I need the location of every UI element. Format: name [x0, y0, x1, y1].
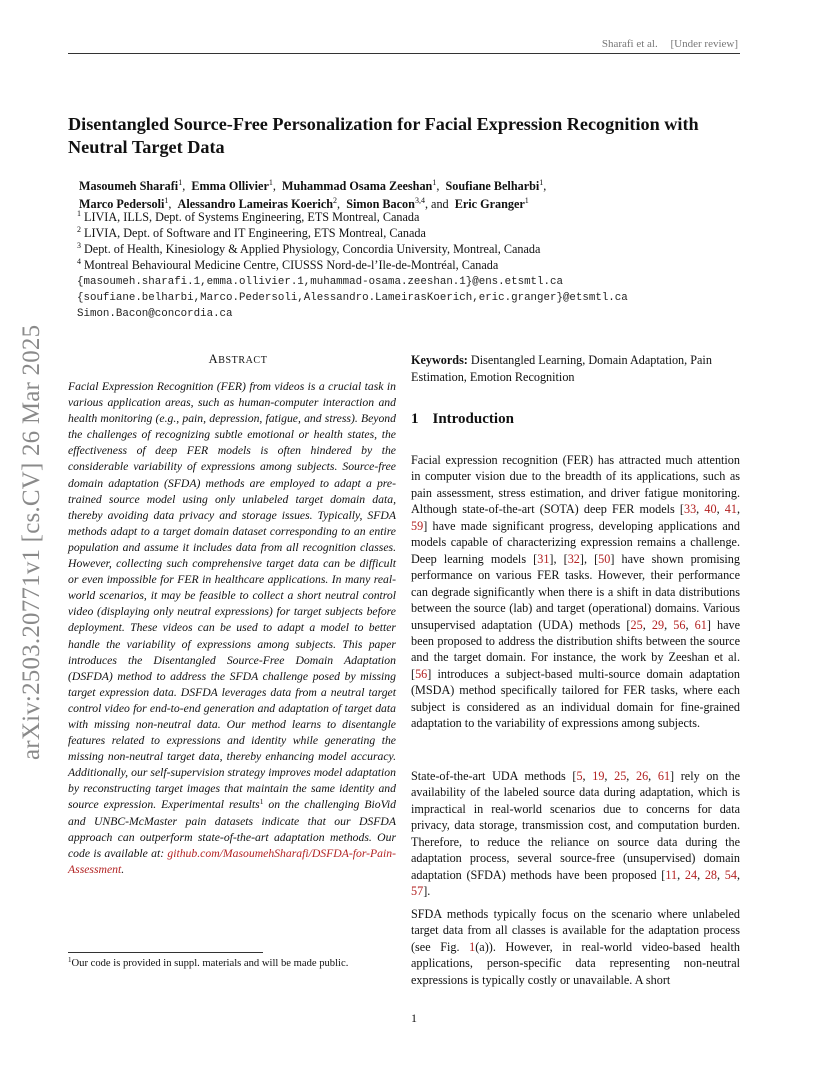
author-name: Muhammad Osama Zeeshan [282, 179, 433, 193]
paragraph-text: , [648, 769, 658, 783]
intro-paragraph [411, 452, 740, 732]
citation-link[interactable]: 50 [598, 551, 611, 566]
citation-link[interactable]: 33 [683, 502, 697, 517]
abstract-text-continued: on the challenging BioVid and UNBC-McMaster pain datasets indicate that our DSFDA approach can outperform state-of-the-art adaptation methods. Our code is available at: [68, 798, 396, 860]
keywords [411, 352, 741, 386]
paragraph-text: ], [ [579, 551, 599, 566]
citation-link[interactable]: 19 [592, 769, 605, 783]
paragraph-text: , [642, 617, 652, 632]
footnote-text: Our code is provided in suppl. materials and will be made public. [71, 958, 349, 969]
abstract-heading-initial: A [208, 352, 219, 366]
affiliation-text: LIVIA, ILLS, Dept. of Systems Engineering, ETS Montreal, Canada [84, 210, 420, 224]
page-number: 1 [411, 1011, 417, 1025]
keywords-label: Keywords: [411, 353, 468, 367]
affiliation-text: Dept. of Health, Kinesiology & Applied Physiology, Concordia University, Montreal, Canada [84, 242, 541, 256]
paragraph-text: ] rely on the availability of the labeled source data during adaptation, which is impractical in real-world scenarios due to concerns for data privacy, data storage, transmission cost, and computation burden. Therefore, to reduce the reliance on source data during the adaptation process, several source-free (unsupervised) domain adaptation (SFDA) methods have been proposed [ [411, 769, 741, 882]
citation-link[interactable]: 26 [635, 769, 649, 783]
citation-link[interactable]: 61 [657, 769, 671, 783]
paragraph-text: , [696, 502, 705, 517]
author-affil-mark: 1 [524, 195, 529, 205]
author-affil-mark: 2 [333, 195, 338, 205]
citation-link[interactable]: 57 [411, 884, 424, 899]
paper-title-line: Disentangled Source-Free Personalization for Facial Expression Recognition with [68, 114, 699, 134]
citation-link[interactable]: 31 [537, 551, 550, 566]
paragraph-text: , [582, 769, 593, 783]
section-heading-introduction [411, 411, 514, 428]
abstract-body [68, 379, 396, 878]
affiliation-mark: 1 [77, 209, 81, 218]
paragraph-text: ] have been proposed to address the distribution shifts between the source and the target domain. For instance, the work by Zeeshan et al. [ [411, 617, 741, 681]
citation-link[interactable]: 54 [724, 867, 737, 882]
keywords-text: Disentangled Learning, Domain Adaptation, Pain Estimation, Emotion Recognition [411, 353, 712, 384]
section-number: 1 [411, 411, 419, 427]
citation-link[interactable]: 40 [704, 502, 717, 517]
author-affil-mark: 1 [178, 178, 183, 187]
affiliation-mark: 3 [77, 241, 81, 250]
header-rule [68, 53, 740, 54]
intro-paragraph [411, 906, 740, 988]
paragraph-text: Facial expression recognition (FER) has attracted much attention in computer vision due to the breadth of its applications, such as pain assessment, stress estimation, and driver fatigue monitoring. Although state-of-the-art (SOTA) deep FER models [ [411, 453, 740, 517]
author-line: Masoumeh Sharafi$^1$, Emma Ollivier$^1$, Muhammad Osama Zeeshan$^1$, Soufiane Belharbi$^1$, [79, 178, 547, 193]
author-affil-mark: 1 [268, 178, 273, 187]
citation-link[interactable]: 59 [411, 518, 424, 533]
running-head [592, 38, 738, 50]
author-name: Emma Ollivier [191, 179, 269, 193]
author-name: Masoumeh Sharafi [79, 179, 179, 193]
footnote-rule [68, 952, 263, 953]
author-email: {masoumeh.sharafi.1,emma.ollivier.1,muhammad-osama.zeeshan.1}@ens.etsmtl.ca [77, 276, 563, 288]
section-title: Introduction [432, 411, 514, 427]
author-affil-mark: 3,4 [414, 195, 425, 205]
author-name: Soufiane Belharbi [445, 179, 540, 193]
author-name: Alessandro Lameiras Koerich [177, 196, 334, 211]
paragraph-text: , [677, 867, 685, 882]
author-name: Eric Granger [454, 196, 525, 211]
paragraph-text: , [604, 769, 615, 783]
citation-link[interactable]: 29 [651, 617, 665, 632]
paragraph-text: ] have shown promising performance on various FER tasks. However, their performance can degrade significantly when there is a shift in data distributions between the source (lab) and target (operational) domains. Various unsupervised adaptation (UDA) methods [ [411, 551, 740, 632]
running-head-authors: Sharafi et al. [601, 38, 658, 50]
affiliation [77, 225, 426, 241]
citation-link[interactable]: 41 [724, 502, 737, 517]
citation-link[interactable]: 25 [630, 617, 643, 632]
paragraph-text: , [717, 867, 725, 882]
citation-link[interactable]: 61 [694, 617, 707, 632]
citation-link[interactable]: 5 [576, 769, 583, 783]
footnote-mark: 1 [68, 956, 72, 964]
affiliation-text: LIVIA, Dept. of Software and IT Engineering, ETS Montreal, Canada [84, 226, 426, 240]
paragraph-text: SFDA methods typically focus on the scenario where unlabeled target data from all classes is available for the adaptation process (see Fig. [411, 907, 740, 954]
author-email: Simon.Bacon@concordia.ca [77, 308, 233, 320]
paragraph-text: , [664, 617, 674, 632]
citation-link[interactable]: 25 [614, 769, 627, 783]
paper-title-line: Neutral Target Data [68, 137, 225, 157]
code-repository-link[interactable]: github.com/MasoumehSharafi/DSFDA-for-Pain-Assessment [68, 846, 396, 876]
paragraph-text: ] have made significant progress, developing applications and models capable of characterizing expression remains a challenge. Deep learning models [ [411, 518, 740, 566]
paper-title [68, 113, 748, 159]
citation-link[interactable]: 24 [684, 867, 698, 882]
paragraph-text: State-of-the-art UDA methods [ [411, 769, 577, 783]
citation-link[interactable]: 1 [469, 939, 476, 954]
abstract-end: . [121, 862, 125, 876]
footnote-mark: 1 [259, 797, 264, 807]
author-name: Simon Bacon [346, 196, 415, 211]
author-affil-mark: 1 [164, 195, 169, 205]
paragraph-text: ], [ [549, 551, 568, 566]
paragraph-text: , [716, 502, 725, 517]
author-affil-mark: 1 [539, 178, 544, 187]
author-line: Marco Pedersoli$^1$, Alessandro Lameiras Koerich$^2$, Simon Bacon$^{3,4}$, and Eric Granger$^1$ [79, 195, 529, 211]
affiliation [77, 209, 419, 225]
affiliation [77, 241, 540, 257]
intro-paragraph [411, 768, 740, 900]
citation-link[interactable]: 32 [567, 551, 580, 566]
paragraph-text: , [736, 502, 740, 517]
running-head-status: [Under review] [670, 38, 738, 50]
abstract-text: Facial Expression Recognition (FER) from videos is a crucial task in various application areas, such as human-computer interaction and health monitoring (e.g., pain, depression, fatigue, and stress). Beyond the challenges of recognizing subtle emotional or health states, the effectiveness of deep FER models is often hindered by the considerable variability of expressions among subjects. Source-free domain adaptation (SFDA) methods are employed to adapt a pre-trained source model using only unlabeled target domain data, thereby avoiding data privacy and storage issues. Typically, SFDA methods adapt to a target domain dataset corresponding to an entire population and assume it includes data from all recognition classes. However, collecting such comprehensive target data can be difficult or even impossible for FER in healthcare applications. In many real-world scenarios, it may be feasible to collect a short neutral control video (displaying only neutral expressions) for target subjects before deployment. These videos can be used to adapt a model to better handle the variability of expressions among subjects. This paper introduces the Disentangled Source-Free Domain Adaptation (DSFDA) method to address the SFDA challenge posed by missing target expression data. DSFDA leverages data from a neutral target control video for end-to-end generation and adaptation of target data with missing non-neutral data. Our method learns to disentangle features related to expressions and identity while generating the missing non-neutral target data, thereby enhancing model accuracy. Additionally, our self-supervision strategy improves model adaptation by reconstructing target images that maintain the same identity and source expression. Experimental results [68, 380, 396, 812]
affiliation-mark: 4 [77, 257, 81, 266]
paragraph-text: ] introduces a subject-based multi-source domain adaptation (MSDA) method specifically tailored for FER tasks, where each subject is considered as an individual domain for fine-grained adaptation to the variability of expressions among subjects. [411, 666, 740, 731]
paragraph-text: , [697, 867, 705, 882]
citation-link[interactable]: 56 [673, 617, 686, 632]
author-email: {soufiane.belharbi,Marco.Pedersoli,Alessandro.LameirasKoerich,eric.granger}@etsmtl.ca [77, 292, 628, 304]
paragraph-text: , [685, 617, 695, 632]
affiliation [77, 257, 498, 273]
arxiv-identifier: arXiv:2503.20771v1 [cs.CV] 26 Mar 2025 [18, 324, 45, 760]
author-list [79, 178, 749, 213]
author-affil-mark: 1 [432, 178, 437, 187]
paragraph-text: ]. [423, 884, 431, 899]
author-name: Marco Pedersoli [79, 196, 165, 211]
affiliation-text: Montreal Behavioural Medicine Centre, CIUSSS Nord-de-l’Ile-de-Montréal, Canada [84, 258, 499, 272]
citation-link[interactable]: 56 [415, 666, 428, 681]
citation-link[interactable]: 11 [665, 867, 678, 882]
footnote [68, 957, 398, 971]
abstract-heading-rest: BSTRACT [218, 355, 268, 366]
abstract-heading [68, 352, 408, 367]
citation-link[interactable]: 28 [704, 867, 718, 882]
paragraph-text: (a)). However, in real-world video-based health applications, person-specific data representing non-neutral expressions is typically costly or unavailable. A short [411, 939, 740, 987]
paragraph-text: , [626, 769, 636, 783]
author-and: and [431, 196, 449, 211]
affiliation-mark: 2 [77, 225, 81, 234]
paragraph-text: , [736, 867, 741, 882]
